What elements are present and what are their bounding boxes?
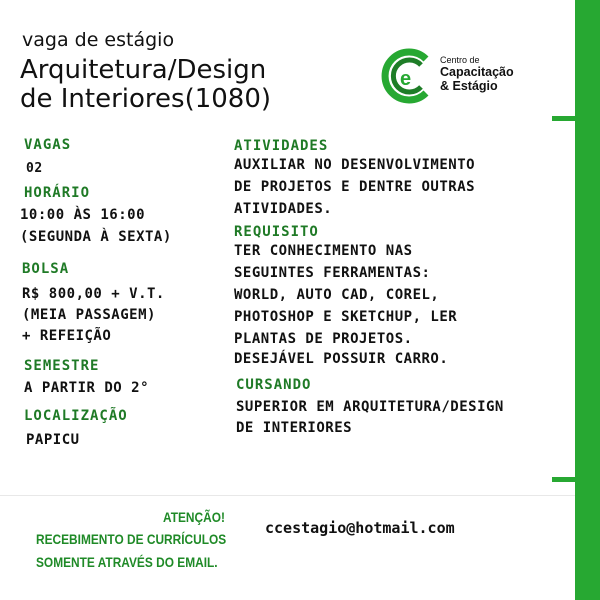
bolsa-line1: R$ 800,00 + V.T. [22,286,165,302]
requisito-line5: PLANTAS DE PROJETOS. [234,331,413,347]
localizacao-label: LOCALIZAÇÃO [24,408,128,424]
logo-line3: & Estágio [440,79,498,93]
cursando-line1: SUPERIOR EM ARQUITETURA/DESIGN [236,399,504,415]
notice-line1: ATENÇÃO! [163,509,225,525]
atividades-line3: ATIVIDADES. [234,201,333,217]
job-title-line2: de Interiores(1080) [20,84,272,114]
contact-email[interactable]: ccestagio@hotmail.com [265,519,455,537]
horario-label: HORÁRIO [24,185,91,201]
bolsa-line3: + REFEIÇÃO [22,328,112,344]
cursando-label: CURSANDO [236,377,312,393]
atividades-line1: AUXILIAR NO DESENVOLVIMENTO [234,157,476,173]
notice-line2: RECEBIMENTO DE CURRÍCULOS [36,531,227,547]
atividades-label: ATIVIDADES [234,138,329,154]
horario-line2: (SEGUNDA À SEXTA) [20,229,172,245]
requisito-label: REQUISITO [234,224,319,240]
job-title [20,56,340,114]
svg-text:e: e [400,68,412,90]
vagas-label: VAGAS [24,137,72,153]
logo-line2: Capacitação [440,65,514,79]
requisito-line3: WORLD, AUTO CAD, COREL, [234,287,440,303]
vagas-value: 02 [26,161,43,176]
bolsa-line2: (MEIA PASSAGEM) [22,307,156,323]
requisito-line1: TER CONHECIMENTO NAS [234,243,413,259]
localizacao-value: PAPICU [26,432,80,448]
stripe-mark-2 [552,477,575,482]
stripe-mark-1 [552,116,575,121]
job-title-line1: Arquitetura/Design [20,55,267,85]
notice-line3: SOMENTE ATRAVÉS DO EMAIL. [36,554,218,570]
bolsa-label: BOLSA [22,261,70,277]
semestre-label: SEMESTRE [24,358,100,374]
atividades-line2: DE PROJETOS E DENTRE OUTRAS [234,179,476,195]
job-type-subtitle: vaga de estágio [22,29,175,51]
semestre-value: A PARTIR DO 2° [24,380,150,396]
horario-line1: 10:00 ÀS 16:00 [20,207,146,223]
cursando-line2: DE INTERIORES [236,420,353,436]
cce-logo [378,45,588,115]
requisito-line4: PHOTOSHOP E SKETCHUP, LER [234,309,458,325]
requisito-line2: SEGUINTES FERRAMENTAS: [234,265,431,281]
requisito-line6: DESEJÁVEL POSSUIR CARRO. [234,351,449,367]
logo-line1: Centro de [440,55,480,65]
cce-logo-icon [378,45,440,107]
